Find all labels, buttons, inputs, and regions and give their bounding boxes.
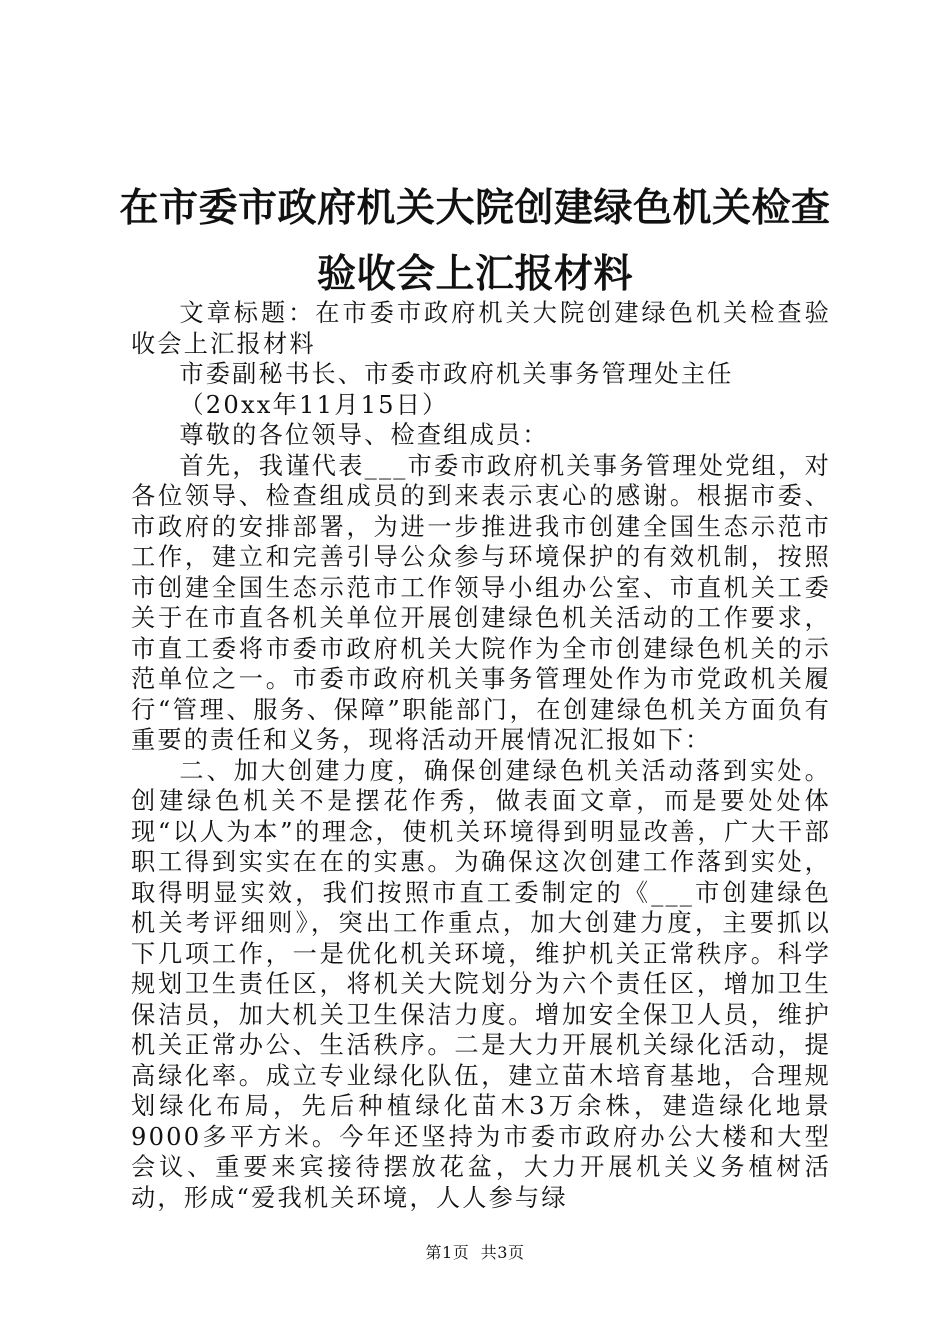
article-title-line: 文章标题：在市委市政府机关大院创建绿色机关检查验收会上汇报材料 — [131, 299, 831, 358]
author-line: 市委副秘书长、市委市政府机关事务管理处主任 — [179, 360, 734, 388]
page-number: 第1页 — [425, 1243, 470, 1262]
document-body — [131, 298, 831, 1213]
body-paragraph: 首先，我谨代表___市委市政府机关事务管理处党组，对各位领导、检查组成员的到来表示衷心的感谢。根据市委、市政府的安排部署，为进一步推进我市创建全国生态示范市工作，建立和完善引导公众参与环境保护的有效机制，按照市创建全国生态示范市工作领导小组办公室、市直机关工委关于在市直各机关单位开展创建绿色机关活动的工作要求，市直工委将市委市政府机关大院作为全市创建绿色机关的示范单位之一。市委市政府机关事务管理处作为市党政机关履行“管理、服务、保障”职能部门，在创建绿色机关方面负有重要的责任和义务，现将活动开展情况汇报如下： — [131, 451, 831, 754]
body-paragraph: 二、加大创建力度，确保创建绿色机关活动落到实处。创建绿色机关不是摆花作秀，做表面文章，而是要处处体现“以人为本”的理念，使机关环境得到明显改善，广大干部职工得到实实在在的实惠。为确保这次创建工作落到实处，取得明显实效，我们按照市直工委制定的《___市创建绿色机关考评细则》，突出工作重点，加大创建力度，主要抓以下几项工作，一是优化机关环境，维护机关正常秩序。科学规划卫生责任区，将机关大院划分为六个责任区，增加卫生保洁员，加大机关卫生保洁力度。增加安全保卫人员，维护机关正常办公、生活秩序。二是大力开展机关绿化活动，提高绿化率。成立专业绿化队伍，建立苗木培育基地，合理规划绿化布局，先后种植绿化苗木3万余株，建造绿化地景9000多平方米。今年还坚持为市委市政府办公大楼和大型会议、重要来宾接待摆放花盆，大力开展机关义务植树活动，形成“爱我机关环境，人人参与绿 — [131, 756, 831, 1212]
salutation: 尊敬的各位领导、检查组成员： — [179, 421, 549, 449]
date-line: （20xx年11月15日） — [179, 390, 449, 419]
document-title: 在市委市政府机关大院创建绿色机关检查验收会上汇报材料 — [119, 186, 831, 297]
page-footer — [0, 1243, 950, 1263]
page-total: 共3页 — [480, 1243, 525, 1262]
